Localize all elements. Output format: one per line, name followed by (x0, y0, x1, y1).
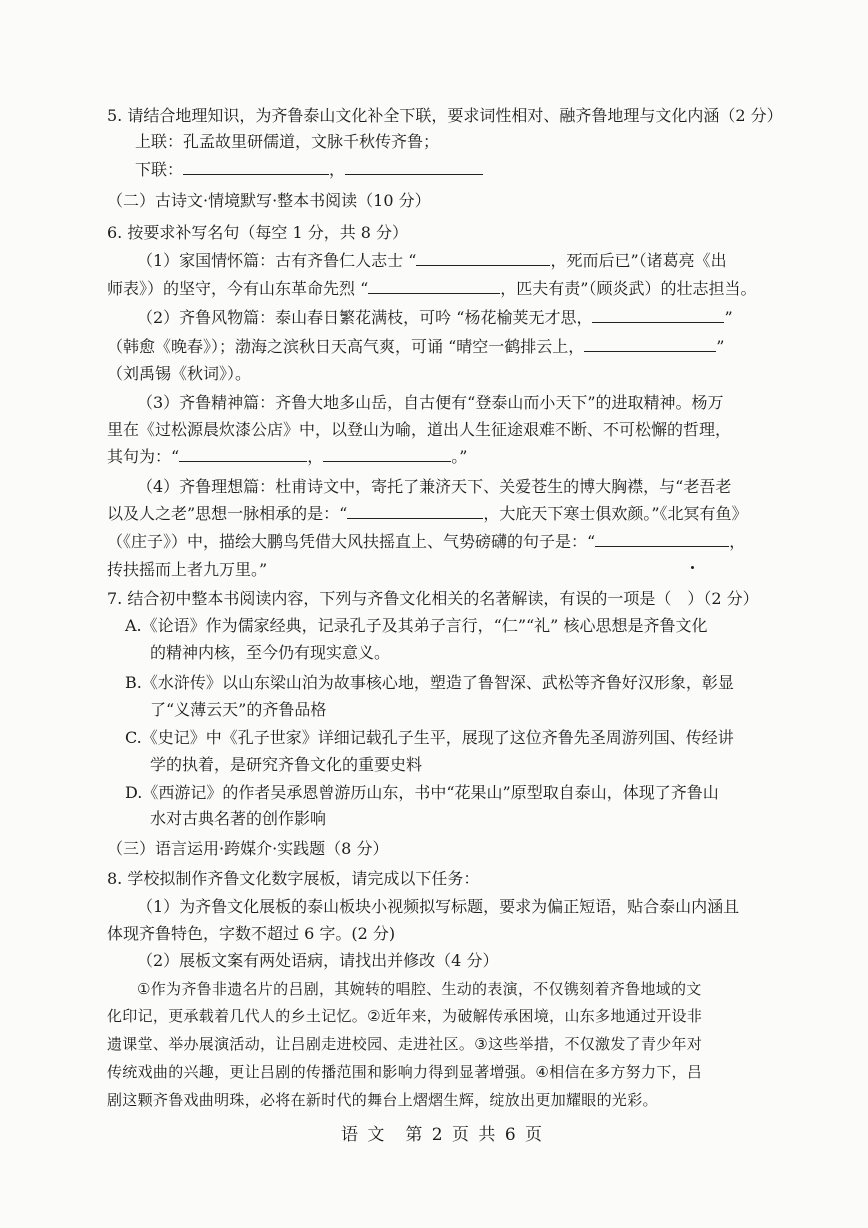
q8-task-1-line-1: （1）为齐鲁文化展板的泰山板块小视频拟写标题，要求为偏正短语，贴合泰山内涵且 (137, 897, 740, 916)
q8-passage-line-4: 传统戏曲的兴趣，更让吕剧的传播范围和影响力得到显著增强。④相信在多方努力下，吕 (107, 1063, 703, 1081)
q6-4-blank-1[interactable] (347, 503, 483, 519)
q6-1-blank-2[interactable] (368, 278, 500, 294)
page-footer: 语 文 第 2 页 共 6 页 (341, 1125, 545, 1145)
q6-4-line-1: （4）齐鲁理想篇：杜甫诗文中，寄托了兼济天下、关爱苍生的博大胸襟，与“老吾老 (137, 477, 732, 496)
q7-option-a-line-1[interactable]: A.《论语》作为儒家经典，记录孔子及其弟子言行，“仁”“礼” 核心思想是齐鲁文化 (125, 616, 708, 635)
section-2-title: （二）古诗文·情境默写·整本书阅读（10 分） (107, 191, 431, 210)
q6-2-line-1 (137, 307, 733, 329)
q6-3-line-2: 里在《过松源晨炊漆公店》中，以登山为喻，道出人生征途艰难不断、不可松懈的哲理， (107, 420, 732, 439)
q7-option-a-line-2: 的精神内核，至今仍有现实意义。 (150, 643, 391, 662)
q7-option-b-line-2: 了“义薄云天”的齐鲁品格 (150, 700, 327, 719)
q6-4-text-d: （《庄子》）中，描绘大鹏鸟凭借大风扶摇直上、气势磅礴的句子是：“ (107, 532, 596, 551)
q6-4-text-c: ，大庇天下寒士俱欢颜。”《北冥有鱼》 (483, 504, 748, 523)
q6-1-line-1 (137, 250, 727, 272)
q6-2-blank-1[interactable] (592, 307, 724, 323)
q7-option-d-line-2: 水对古典名著的创作影响 (150, 809, 327, 828)
q6-1-line-2 (107, 278, 756, 300)
q6-2-blank-2[interactable] (584, 336, 716, 352)
q6-3-text-e: 。” (451, 447, 468, 466)
q5-blank-1[interactable] (183, 159, 329, 175)
q6-4-line-3 (107, 531, 745, 553)
q6-2-text-a: （2）齐鲁风物篇：泰山春日繁花满枝，可吟 “杨花榆荚无才思， (137, 308, 593, 327)
q6-3-text-d: ， (307, 447, 324, 466)
section-3-title: （三）语言运用·跨媒介·实践题（8 分） (107, 839, 389, 858)
q7-prompt: 7. 结合初中整本书阅读内容，下列与齐鲁文化相关的名著解读，有误的一项是（ ）（2 分） (107, 589, 759, 608)
q6-prompt: 6. 按要求补写名句（每空 1 分，共 8 分） (107, 223, 409, 242)
q8-passage-line-1: ①作为齐鲁非遗名片的吕剧，其婉转的唱腔、生动的表演，不仅镌刻着齐鲁地域的文 (137, 980, 702, 998)
q5-upper-couplet: 上联：孔孟故里研儒道，文脉千秋传齐鲁； (135, 132, 440, 151)
q6-4-blank-2[interactable] (595, 531, 729, 547)
q5-lower-couplet (135, 159, 483, 181)
q6-2-text-d: ” (716, 337, 725, 356)
q6-1-text-a: （1）家国情怀篇：古有齐鲁仁人志士 “ (137, 251, 417, 270)
q6-2-line-2 (107, 336, 724, 358)
q5-prompt: 5. 请结合地理知识，为齐鲁泰山文化补全下联，要求词性相对、融齐鲁地理与文化内涵（2 分） (107, 106, 783, 125)
q6-1-text-b: ，死而后已”（诸葛亮《出 (550, 251, 727, 270)
q6-3-text-c: 其句为：“ (107, 447, 180, 466)
q6-4-line-2 (107, 503, 748, 525)
q6-4-text-e: ， (729, 532, 746, 551)
q5-blank-2[interactable] (345, 159, 483, 175)
q7-option-c-line-1[interactable]: C.《史记》中《孔子世家》详细记载孔子生平，展现了这位齐鲁先圣周游列国、传经讲 (125, 728, 734, 747)
q7-option-b-line-1[interactable]: B.《水浒传》以山东梁山泊为故事核心地，塑造了鲁智深、武松等齐鲁好汉形象，彰显 (125, 673, 734, 692)
q6-3-line-3 (107, 446, 467, 468)
q8-passage-line-3: 遗课堂、举办展演活动，让吕剧走进校园、走进社区。③这些举措，不仅激发了青少年对 (107, 1035, 703, 1053)
q7-option-d-line-1[interactable]: D.《西游记》的作者吴承恩曾游历山东，书中“花果山”原型取自泰山，体现了齐鲁山 (125, 783, 719, 802)
q6-4-text-b: 以及人之老”思想一脉相承的是：“ (107, 504, 348, 523)
q8-task-1-line-2: 体现齐鲁特色，字数不超过 6 字。(2 分) (107, 924, 396, 943)
stray-dot (691, 566, 694, 569)
q8-passage-line-5: 剧这颗齐鲁戏曲明珠，必将在新时代的舞台上熠熠生辉，绽放出更加耀眼的光彩。 (107, 1091, 658, 1109)
q6-1-text-d: ，匹夫有责”（顾炎武）的壮志担当。 (500, 279, 757, 298)
q6-3-blank-1[interactable] (179, 446, 307, 462)
q6-2-line-3: （刘禹锡《秋词》）。 (107, 364, 252, 383)
q5-lower-label: 下联： (135, 160, 184, 179)
q8-prompt: 8. 学校拟制作齐鲁文化数字展板，请完成以下任务： (107, 869, 480, 888)
q6-3-line-1: （3）齐鲁精神篇：齐鲁大地多山岳，自古便有“登泰山而小天下”的进取精神。杨万 (137, 393, 724, 412)
q6-2-text-c: （韩愈《晚春》）；渤海之滨秋日天高气爽，可诵 “晴空一鹤排云上， (107, 337, 585, 356)
q6-3-blank-2[interactable] (323, 446, 451, 462)
q8-passage-line-2: 化印记，更承载着几代人的乡土记忆。②近年来，为破解传承困境，山东多地通过开设非 (107, 1007, 703, 1025)
q6-1-blank-1[interactable] (416, 250, 550, 266)
q6-4-line-4: 抟扶摇而上者九万里。” (107, 560, 268, 579)
q8-task-2: （2）展板文案有两处语病，请找出并修改（4 分） (137, 951, 499, 970)
q7-option-c-line-2: 学的执着，是研究齐鲁文化的重要史料 (150, 755, 423, 774)
q5-comma: ， (329, 160, 346, 179)
q6-1-text-c: 师表》）的坚守，今有山东革命先烈 “ (107, 279, 369, 298)
q6-2-text-b: ” (724, 308, 733, 327)
